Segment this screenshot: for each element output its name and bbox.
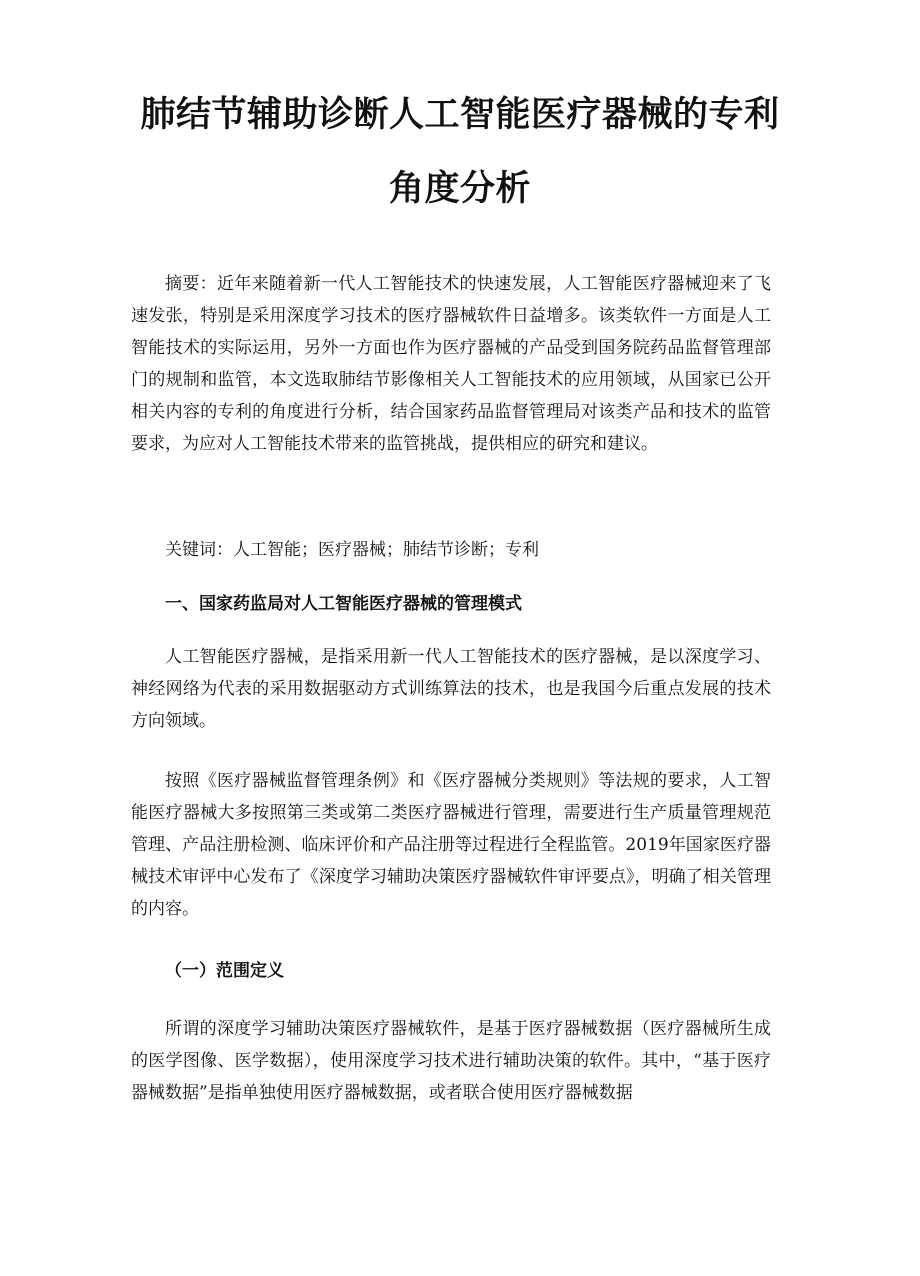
subsection-heading: （一）范围定义 <box>165 961 284 981</box>
document-title: 肺结节辅助诊断人工智能医疗器械的专利角度分析 <box>140 95 780 209</box>
body-paragraph: 按照《医疗器械监督管理条例》和《医疗器械分类规则》等法规的要求，人工智能医疗器械大多按照第三类或第二类医疗器械进行管理，需要进行生产质量管理规范管理、产品注册检测、临床评价和产品注册等过程进行全程监管。2019年国家医疗器械技术审评中心发布了《深度学习辅助决策医疗器械软件审评要点》，明确了相关管理的内容。 <box>131 771 771 919</box>
section-heading: 一、国家药监局对人工智能医疗器械的管理模式 <box>165 594 522 614</box>
abstract-paragraph: 摘要：近年来随着新一代人工智能技术的快速发展，人工智能医疗器械迎来了飞速发张，特别是采用深度学习技术的医疗器械软件日益增多。该类软件一方面是人工智能技术的实际运用，另外一方面也作为医疗器械的产品受到国务院药品监督管理部门的规制和监管，本文选取肺结节影像相关人工智能技术的应用领域，从国家已公开相关内容的专利的角度进行分析，结合国家药品监督管理局对该类产品和技术的监管要求，为应对人工智能技术带来的监管挑战，提供相应的研究和建议。 <box>131 274 771 454</box>
body-paragraph: 所谓的深度学习辅助决策医疗器械软件，是基于医疗器械数据（医疗器械所生成的医学图像、医学数据），使用深度学习技术进行辅助决策的软件。其中，“基于医疗器械数据”是指单独使用医疗器械数据，或者联合使用医疗器械数据 <box>131 1019 771 1103</box>
body-paragraph: 人工智能医疗器械，是指采用新一代人工智能技术的医疗器械，是以深度学习、神经网络为代表的采用数据驱动方式训练算法的技术，也是我国今后重点发展的技术方向领域。 <box>131 647 771 731</box>
keywords-paragraph: 关键词：人工智能；医疗器械；肺结节诊断；专利 <box>165 540 539 560</box>
